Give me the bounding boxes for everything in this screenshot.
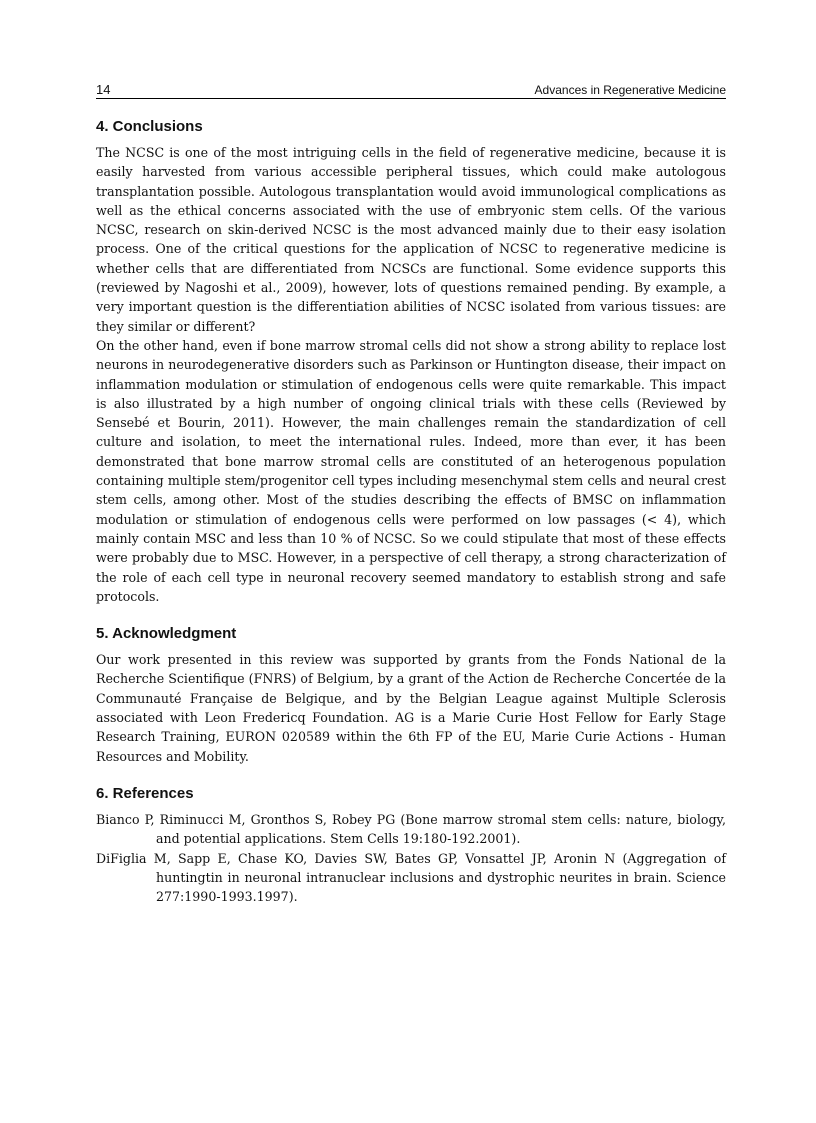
reference-item: Bianco P, Riminucci M, Gronthos S, Robey PG (Bone marrow stromal stem cells: nature, biology, and potential applications. Stem Cells 19:180-192.2001). xyxy=(96,811,726,847)
reference-list xyxy=(96,810,726,906)
conclusions-paragraph-2: On the other hand, even if bone marrow stromal cells did not show a strong ability to replace lost neurons in neurodegenerative disorders such as Parkinson or Huntington disease, their impact on inflammation modulation or stimulation of endogenous cells were quite remarkable. This impact is also illustrated by a high number of ongoing clinical trials with these cells (Reviewed by Sensebé et Bourin, 2011). However, the main challenges remain the standardization of cell culture and isolation, to meet the international rules. Indeed, more than ever, it has been demonstrated that bone marrow stromal cells are constituted of an heterogenous population containing multiple stem/progenitor cell types including mesenchymal stem cells and neural crest stem cells, among other. Most of the studies describing the effects of BMSC on inflammation modulation or stimulation of endogenous cells were performed on low passages (< 4), which mainly contain MSC and less than 10 % of NCSC. So we could stipulate that most of these effects were probably due to MSC. However, in a perspective of cell therapy, a strong characterization of the role of each cell type in neuronal recovery seemed mandatory to establish strong and safe protocols. xyxy=(96,337,726,604)
conclusions-paragraph-1: The NCSC is one of the most intriguing cells in the field of regenerative medicine, because it is easily harvested from various accessible peripheral tissues, which could make autologous transplantation possible. Autologous transplantation would avoid immunological complications as well as the ethical concerns associated with the use of embryonic stem cells. Of the various NCSC, research on skin-derived NCSC is the most advanced mainly due to their easy isolation process. One of the critical questions for the application of NCSC to regenerative medicine is whether cells that are differentiated from NCSCs are functional. Some evidence supports this (reviewed by Nagoshi et al., 2009), however, lots of questions remained pending. By example, a very important question is the differentiation abilities of NCSC isolated from various tissues: are they similar or different? xyxy=(96,145,726,334)
reference-item: DiFiglia M, Sapp E, Chase KO, Davies SW, Bates GP, Vonsattel JP, Aronin N (Aggregation of huntingtin in neuronal intranuclear inclusions and dystrophic neurites in brain. Science 277:1990-1993.1997). xyxy=(96,850,726,905)
running-title: Advances in Regenerative Medicine xyxy=(534,83,726,97)
conclusions-body xyxy=(96,143,726,606)
running-header xyxy=(96,78,726,99)
acknowledgment-body xyxy=(96,650,726,766)
page-number: 14 xyxy=(96,82,111,97)
acknowledgment-paragraph: Our work presented in this review was supported by grants from the Fonds National de la Recherche Scientifique (FNRS) of Belgium, by a grant of the Action de Recherche Concertée de la Communauté Française de Belgique, and by the Belgian League against Multiple Sclerosis associated with Leon Fredericq Foundation. AG is a Marie Curie Host Fellow for Early Stage Research Training, EURON 020589 within the 6th FP of the EU, Marie Curie Actions - Human Resources and Mobility. xyxy=(96,652,726,764)
section-heading-references: 6. References xyxy=(96,784,194,802)
section-heading-conclusions: 4. Conclusions xyxy=(96,118,203,135)
section-heading-acknowledgment: 5. Acknowledgment xyxy=(96,625,237,643)
page xyxy=(96,78,726,906)
